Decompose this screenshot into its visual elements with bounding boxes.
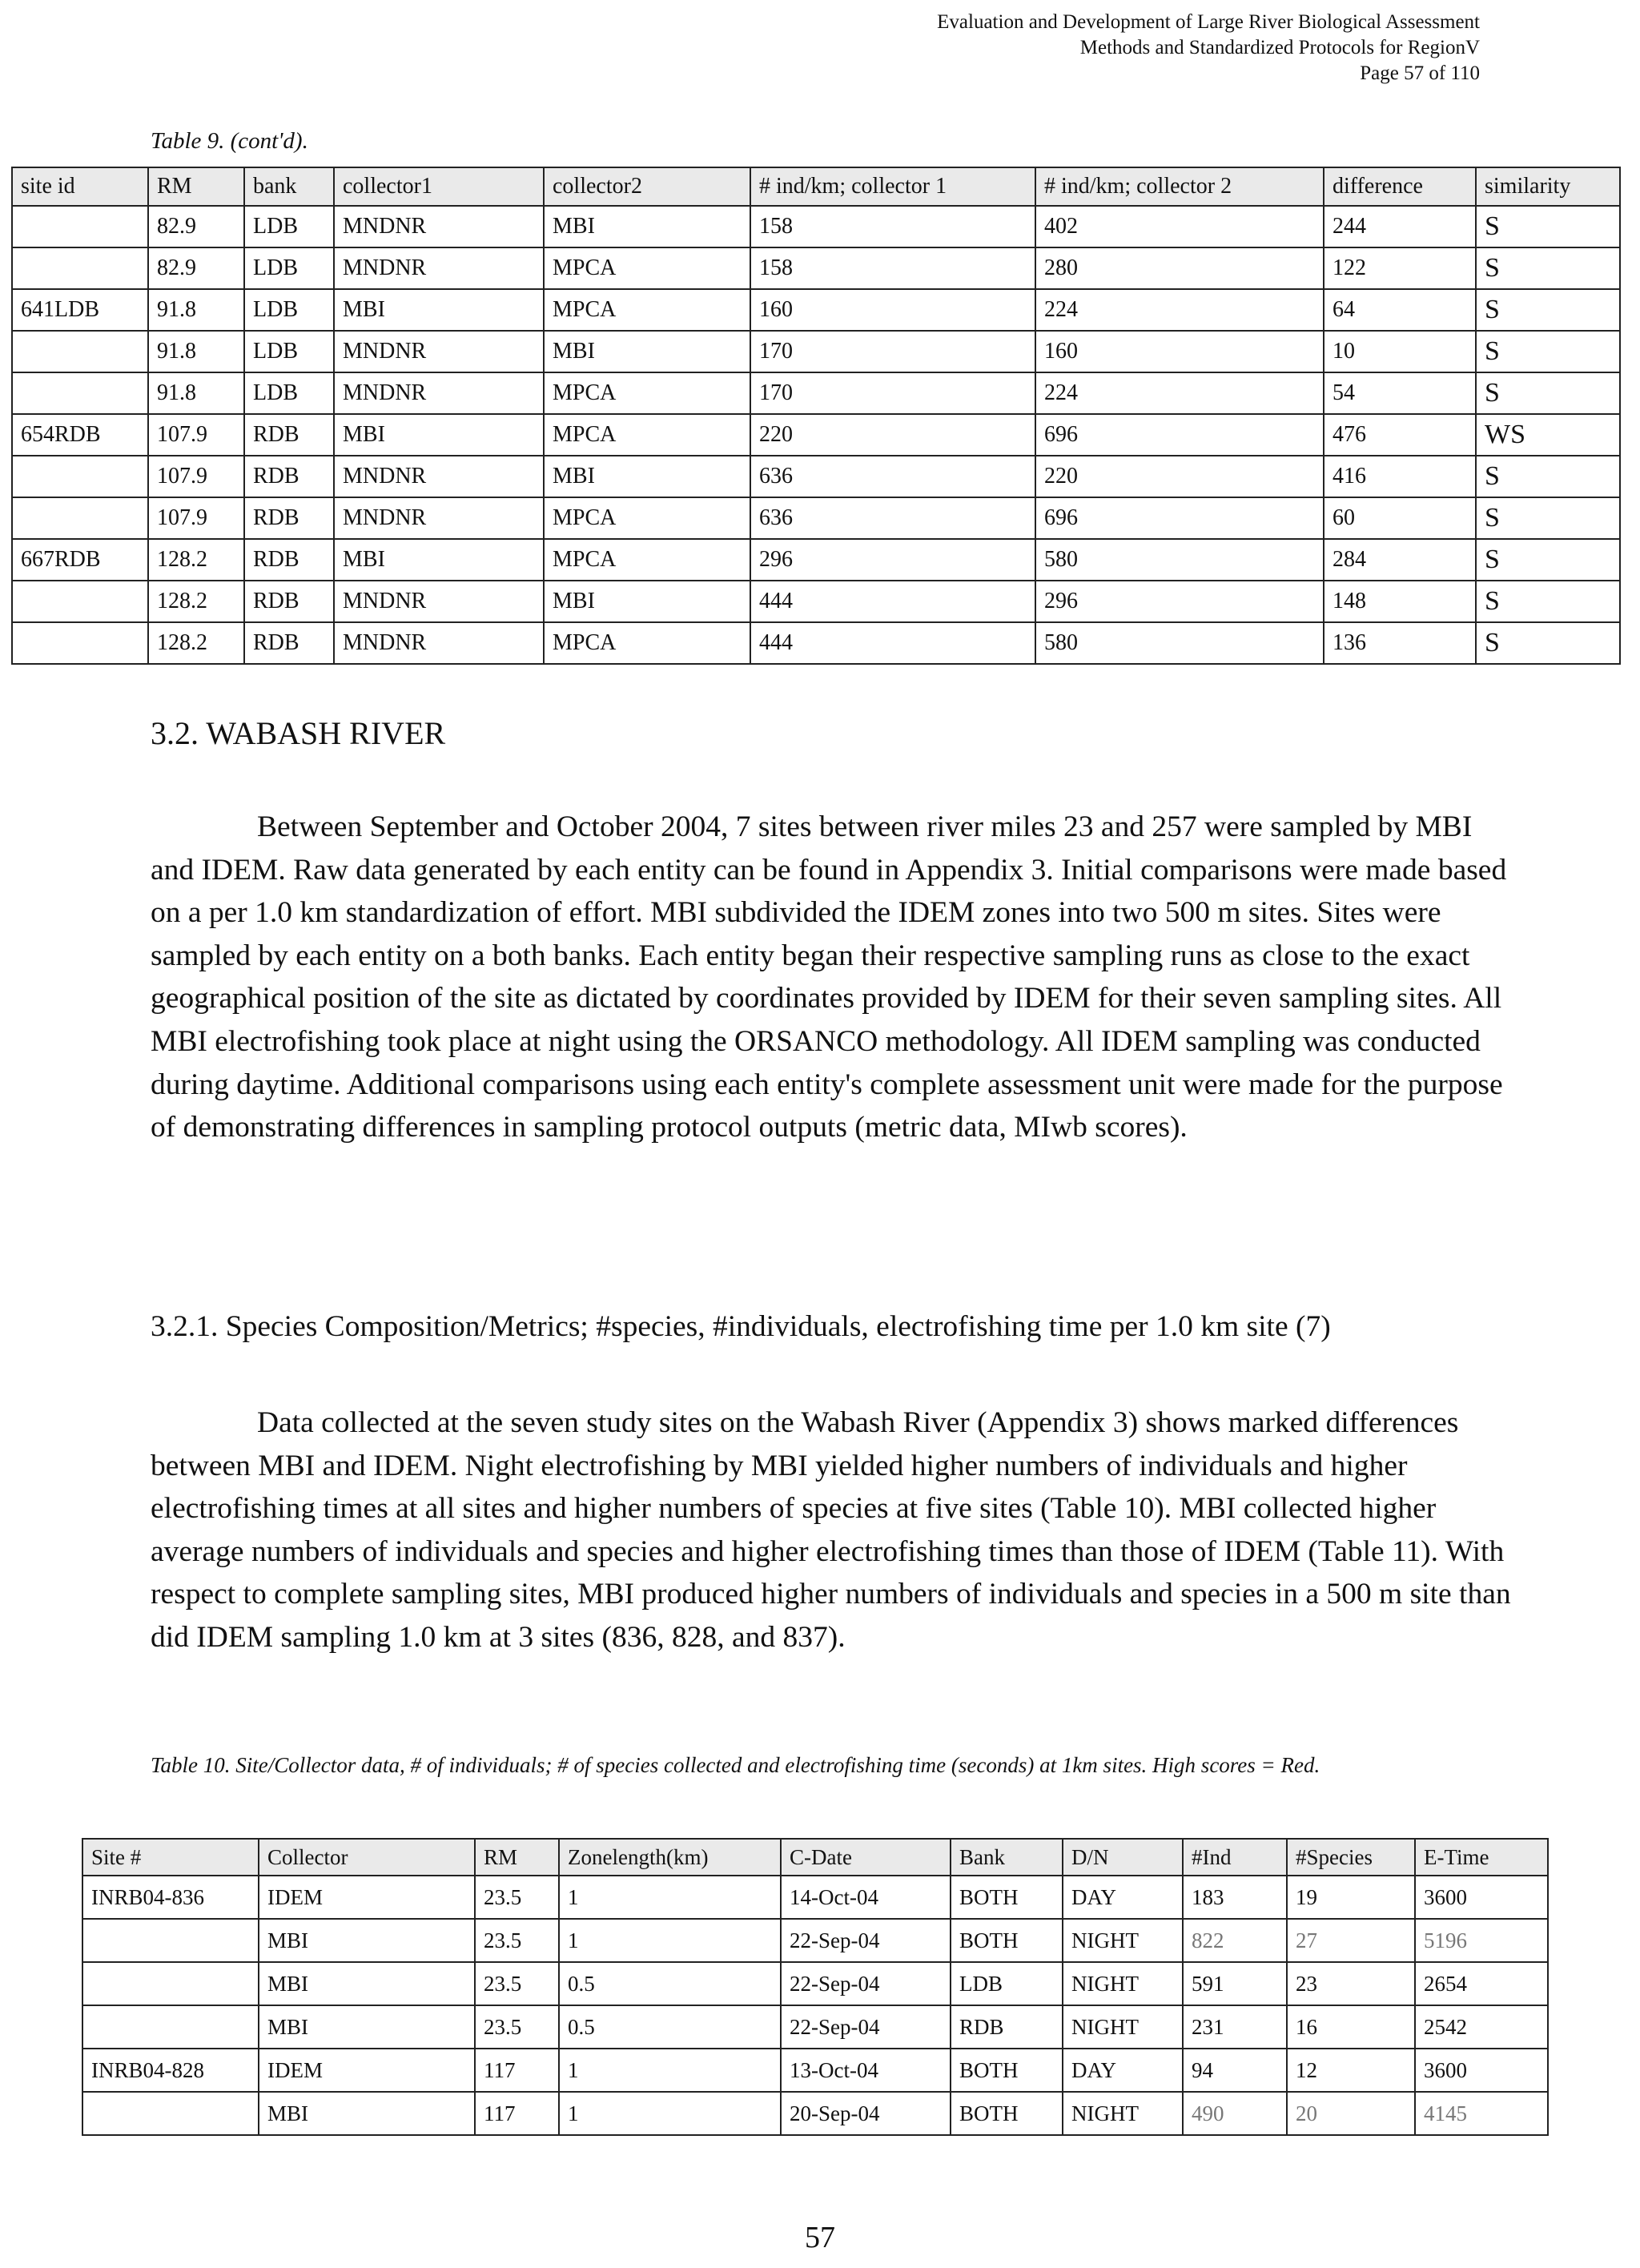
table9-cell: MNDNR: [334, 206, 544, 247]
table9-caption: Table 9. (cont'd).: [151, 128, 308, 154]
table10-cell: 12: [1287, 2049, 1415, 2092]
table9-cell: 476: [1324, 414, 1476, 456]
table9-row: [12, 247, 1620, 289]
table10-cell: BOTH: [951, 1876, 1063, 1919]
table9-cell: 107.9: [148, 497, 244, 539]
table9-cell: [12, 581, 148, 622]
table10-cell: 3600: [1415, 1876, 1548, 1919]
table9-column-header: # ind/km; collector 2: [1035, 167, 1324, 206]
subsection-heading: 3.2.1. Species Composition/Metrics; #species, #individuals, electrofishing time per 1.0 km site (7): [151, 1310, 1331, 1343]
table9-row: [12, 622, 1620, 664]
table10-cell: 22-Sep-04: [781, 2005, 951, 2049]
table9-cell: [12, 372, 148, 414]
table9-cell: 122: [1324, 247, 1476, 289]
table9-cell: MNDNR: [334, 247, 544, 289]
table10-cell: 0.5: [559, 1962, 781, 2005]
table9-cell: 636: [750, 456, 1035, 497]
table9-cell: 160: [1035, 331, 1324, 372]
table9-cell: 696: [1035, 414, 1324, 456]
table9-cell: MPCA: [544, 497, 750, 539]
table9-cell: 64: [1324, 289, 1476, 331]
table10-cell: 490: [1183, 2092, 1287, 2135]
table10-cell: 1: [559, 1919, 781, 1962]
table10-cell: 1: [559, 1876, 781, 1919]
table9-column-header: # ind/km; collector 1: [750, 167, 1035, 206]
table9-cell: MNDNR: [334, 331, 544, 372]
table9-column-header: similarity: [1476, 167, 1620, 206]
table10-cell: IDEM: [259, 1876, 475, 1919]
table9-cell: MNDNR: [334, 622, 544, 664]
table9-cell: MPCA: [544, 539, 750, 581]
table9-cell: 280: [1035, 247, 1324, 289]
table9-row: [12, 372, 1620, 414]
table9-cell: 296: [1035, 581, 1324, 622]
table9-row: [12, 206, 1620, 247]
table9-cell: 224: [1035, 372, 1324, 414]
table10: [82, 1838, 1549, 2136]
table9-cell: 641LDB: [12, 289, 148, 331]
table10-cell: 23.5: [475, 1876, 559, 1919]
table9-cell: RDB: [244, 539, 334, 581]
table9-cell: MNDNR: [334, 497, 544, 539]
table9-cell: [12, 497, 148, 539]
table10-cell: IDEM: [259, 2049, 475, 2092]
table10-column-header: Collector: [259, 1839, 475, 1876]
table9-cell: 580: [1035, 539, 1324, 581]
table9-cell: S: [1476, 372, 1620, 414]
table10-column-header: Bank: [951, 1839, 1063, 1876]
table10-cell: [82, 2005, 259, 2049]
table10-column-header: Site #: [82, 1839, 259, 1876]
table9-cell: MPCA: [544, 622, 750, 664]
table9-cell: [12, 622, 148, 664]
header-subtitle-line: Methods and Standardized Protocols for RegionV: [1079, 37, 1480, 58]
table10-cell: RDB: [951, 2005, 1063, 2049]
table9-cell: LDB: [244, 331, 334, 372]
table9-cell: 416: [1324, 456, 1476, 497]
table9-cell: [12, 456, 148, 497]
table9-cell: 220: [750, 414, 1035, 456]
table10-cell: 94: [1183, 2049, 1287, 2092]
table10-column-header: C-Date: [781, 1839, 951, 1876]
table9-cell: MPCA: [544, 247, 750, 289]
table9-row: [12, 581, 1620, 622]
table10-row: [82, 1919, 1548, 1962]
table10-cell: 2654: [1415, 1962, 1548, 2005]
table9-cell: S: [1476, 247, 1620, 289]
table9-cell: 244: [1324, 206, 1476, 247]
table9-cell: 636: [750, 497, 1035, 539]
table10-cell: 4145: [1415, 2092, 1548, 2135]
table9-cell: MPCA: [544, 414, 750, 456]
table10-cell: MBI: [259, 1962, 475, 2005]
table9-cell: WS: [1476, 414, 1620, 456]
table10-cell: DAY: [1063, 2049, 1183, 2092]
table10-row: [82, 1962, 1548, 2005]
table10-cell: 3600: [1415, 2049, 1548, 2092]
table10-cell: 16: [1287, 2005, 1415, 2049]
table10-column-header: D/N: [1063, 1839, 1183, 1876]
table10-cell: 23.5: [475, 1919, 559, 1962]
table10-cell: NIGHT: [1063, 1919, 1183, 1962]
table10-row: [82, 2092, 1548, 2135]
table9-cell: RDB: [244, 456, 334, 497]
table9-column-header: bank: [244, 167, 334, 206]
table10-cell: MBI: [259, 1919, 475, 1962]
table10-cell: 20-Sep-04: [781, 2092, 951, 2135]
table9-cell: 128.2: [148, 581, 244, 622]
table10-cell: 27: [1287, 1919, 1415, 1962]
table9-row: [12, 414, 1620, 456]
table9-cell: [12, 206, 148, 247]
table10-cell: 1: [559, 2092, 781, 2135]
table9-cell: RDB: [244, 581, 334, 622]
table10-cell: INRB04-836: [82, 1876, 259, 1919]
table10-cell: 22-Sep-04: [781, 1962, 951, 2005]
table10-cell: DAY: [1063, 1876, 1183, 1919]
table9-cell: 580: [1035, 622, 1324, 664]
table9-cell: 696: [1035, 497, 1324, 539]
table9-cell: 284: [1324, 539, 1476, 581]
table10-cell: NIGHT: [1063, 2005, 1183, 2049]
table9-cell: RDB: [244, 622, 334, 664]
table10-cell: [82, 1962, 259, 2005]
header-page-indicator: Page 57 of 110: [1360, 62, 1480, 84]
table9-cell: S: [1476, 581, 1620, 622]
table10-cell: 117: [475, 2092, 559, 2135]
table9-cell: 402: [1035, 206, 1324, 247]
table10-cell: 23: [1287, 1962, 1415, 2005]
table10-cell: 822: [1183, 1919, 1287, 1962]
table9-cell: S: [1476, 539, 1620, 581]
table10-column-header: #Ind: [1183, 1839, 1287, 1876]
table9-cell: 148: [1324, 581, 1476, 622]
table9-cell: 82.9: [148, 206, 244, 247]
table10-cell: 117: [475, 2049, 559, 2092]
table9-cell: 82.9: [148, 247, 244, 289]
table9-cell: 107.9: [148, 456, 244, 497]
table9-cell: MBI: [544, 331, 750, 372]
table9-cell: S: [1476, 456, 1620, 497]
table9-column-header: site id: [12, 167, 148, 206]
table9-cell: S: [1476, 497, 1620, 539]
table9-cell: MBI: [544, 581, 750, 622]
table9-cell: MNDNR: [334, 456, 544, 497]
table10-cell: 2542: [1415, 2005, 1548, 2049]
table10-cell: LDB: [951, 1962, 1063, 2005]
table9-cell: LDB: [244, 289, 334, 331]
table9-cell: LDB: [244, 206, 334, 247]
table9-cell: S: [1476, 331, 1620, 372]
table9-cell: 136: [1324, 622, 1476, 664]
table9-cell: MBI: [544, 456, 750, 497]
paragraph-wabash-intro: Between September and October 2004, 7 sites between river miles 23 and 257 were sampled by MBI and IDEM. Raw data generated by each entity can be found in Appendix 3. Initial comparisons were made based on a per 1.0 km standardization of effort. MBI subdivided the IDEM zones into two 500 m sites. Sites were sampled by each entity on a both banks. Each entity began their respective sampling runs as close to the exact geographical position of the site as dictated by coordinates provided by IDEM for their seven sampling sites. All MBI electrofishing took place at night using the ORSANCO methodology. All IDEM sampling was conducted during daytime. Additional comparisons using each entity's complete assessment unit were made for the purpose of demonstrating differences in sampling protocol outputs (metric data, MIwb scores).: [151, 810, 1507, 1144]
table9-cell: 296: [750, 539, 1035, 581]
table10-header-row: [82, 1839, 1548, 1876]
table9-row: [12, 289, 1620, 331]
table9-cell: 60: [1324, 497, 1476, 539]
table9-cell: 107.9: [148, 414, 244, 456]
table9-row: [12, 539, 1620, 581]
table9-cell: [12, 331, 148, 372]
table9-cell: MBI: [544, 206, 750, 247]
table9-row: [12, 456, 1620, 497]
table10-column-header: RM: [475, 1839, 559, 1876]
table9-cell: 224: [1035, 289, 1324, 331]
table9-cell: MBI: [334, 289, 544, 331]
table10-row: [82, 1876, 1548, 1919]
table9-column-header: collector2: [544, 167, 750, 206]
table9-header-row: [12, 167, 1620, 206]
table10-column-header: E-Time: [1415, 1839, 1548, 1876]
table10-row: [82, 2005, 1548, 2049]
table9-column-header: collector1: [334, 167, 544, 206]
table10-caption: Table 10. Site/Collector data, # of individuals; # of species collected and electrofishing time (seconds) at 1km sites. High scores = Red.: [151, 1753, 1320, 1777]
table10-cell: 13-Oct-04: [781, 2049, 951, 2092]
table9-cell: S: [1476, 289, 1620, 331]
table10-cell: MBI: [259, 2005, 475, 2049]
paragraph-species-composition: Data collected at the seven study sites on the Wabash River (Appendix 3) shows marked differences between MBI and IDEM. Night electrofishing by MBI yielded higher numbers of individuals and higher electrofishing times at all sites and higher numbers of species at five sites (Table 10). MBI collected higher average numbers of individuals and species and higher electrofishing times than those of IDEM (Table 11). With respect to complete sampling sites, MBI produced higher numbers of individuals and species in a 500 m site than did IDEM sampling 1.0 km at 3 sites (836, 828, and 837).: [151, 1406, 1511, 1654]
table9-cell: [12, 247, 148, 289]
table10-cell: 1: [559, 2049, 781, 2092]
table10-cell: BOTH: [951, 1919, 1063, 1962]
page-number: 57: [805, 2221, 835, 2254]
table10-column-header: #Species: [1287, 1839, 1415, 1876]
table9-cell: 128.2: [148, 539, 244, 581]
table10-column-header: Zonelength(km): [559, 1839, 781, 1876]
table9-cell: 667RDB: [12, 539, 148, 581]
table9-cell: 54: [1324, 372, 1476, 414]
table9-cell: MNDNR: [334, 581, 544, 622]
table9-cell: 444: [750, 622, 1035, 664]
table9-cell: 91.8: [148, 331, 244, 372]
table9-cell: MNDNR: [334, 372, 544, 414]
table10-row: [82, 2049, 1548, 2092]
table10-cell: 23.5: [475, 1962, 559, 2005]
table10-cell: 20: [1287, 2092, 1415, 2135]
table9-cell: 91.8: [148, 289, 244, 331]
table9-cell: MBI: [334, 414, 544, 456]
table9-cell: LDB: [244, 247, 334, 289]
table9-cell: 444: [750, 581, 1035, 622]
table10-cell: 5196: [1415, 1919, 1548, 1962]
header-title-line: Evaluation and Development of Large River Biological Assessment: [937, 11, 1480, 33]
section-heading: 3.2. WABASH RIVER: [151, 715, 446, 751]
table10-cell: BOTH: [951, 2092, 1063, 2135]
table9-cell: 10: [1324, 331, 1476, 372]
table10-cell: 19: [1287, 1876, 1415, 1919]
table9-cell: 654RDB: [12, 414, 148, 456]
table10-cell: NIGHT: [1063, 2092, 1183, 2135]
table9-column-header: RM: [148, 167, 244, 206]
table10-cell: [82, 1919, 259, 1962]
page-header: [937, 10, 1480, 86]
table9-column-header: difference: [1324, 167, 1476, 206]
table10-cell: 231: [1183, 2005, 1287, 2049]
table9-cell: 170: [750, 372, 1035, 414]
table9-cell: S: [1476, 622, 1620, 664]
table10-cell: 14-Oct-04: [781, 1876, 951, 1919]
table9-cell: 160: [750, 289, 1035, 331]
table9-cell: MBI: [334, 539, 544, 581]
table10-cell: NIGHT: [1063, 1962, 1183, 2005]
table10-cell: 183: [1183, 1876, 1287, 1919]
table9-cell: RDB: [244, 497, 334, 539]
table9-row: [12, 331, 1620, 372]
table9-cell: RDB: [244, 414, 334, 456]
table10-cell: INRB04-828: [82, 2049, 259, 2092]
table9-cell: S: [1476, 206, 1620, 247]
table10-cell: 591: [1183, 1962, 1287, 2005]
table9-row: [12, 497, 1620, 539]
table10-cell: 23.5: [475, 2005, 559, 2049]
table10-cell: 22-Sep-04: [781, 1919, 951, 1962]
table9-cell: 158: [750, 247, 1035, 289]
table10-cell: [82, 2092, 259, 2135]
table9-cell: 220: [1035, 456, 1324, 497]
table9-cell: 158: [750, 206, 1035, 247]
table10-cell: 0.5: [559, 2005, 781, 2049]
table9: [11, 167, 1621, 665]
table10-cell: MBI: [259, 2092, 475, 2135]
table9-cell: MPCA: [544, 372, 750, 414]
table9-cell: 170: [750, 331, 1035, 372]
table9-cell: LDB: [244, 372, 334, 414]
table9-cell: MPCA: [544, 289, 750, 331]
table9-cell: 128.2: [148, 622, 244, 664]
table10-cell: BOTH: [951, 2049, 1063, 2092]
table9-cell: 91.8: [148, 372, 244, 414]
